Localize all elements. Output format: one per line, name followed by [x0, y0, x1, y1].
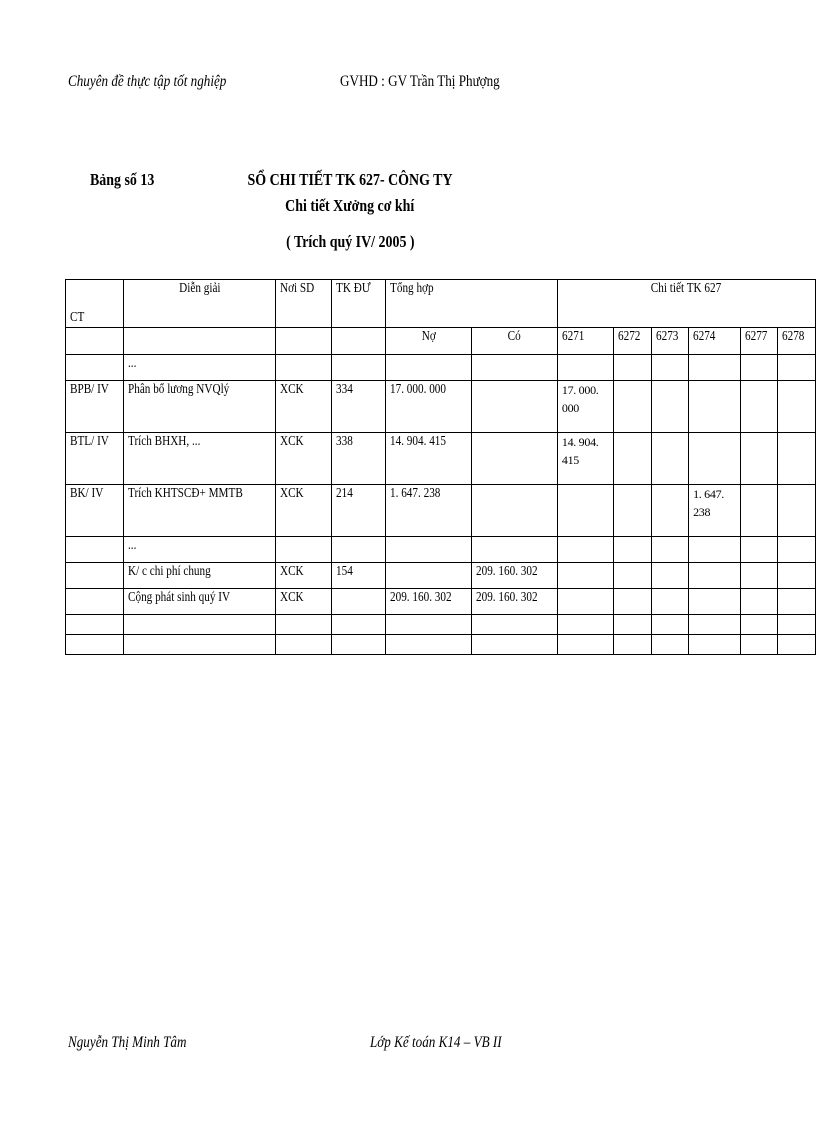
header-account: TK ĐƯ: [332, 280, 385, 328]
cell-6273: [652, 381, 689, 433]
cell-6278: [777, 563, 815, 589]
cell-ct: BPB/ IV: [66, 381, 124, 433]
cell-6278: [777, 589, 815, 615]
table-row: [66, 563, 816, 589]
cell-credit: [471, 433, 557, 485]
cell-description: Cộng phát sinh quý IV: [123, 589, 276, 615]
header-row-1: [66, 280, 816, 328]
cell-description: K/ c chi phí chung: [123, 563, 276, 589]
cell-description: [123, 635, 276, 655]
cell-6278: [777, 635, 815, 655]
cell-ct: [66, 355, 124, 381]
header-ct: CT: [66, 280, 124, 328]
cell-6271: [557, 635, 613, 655]
cell-credit: [471, 355, 557, 381]
cell-6273: [652, 433, 689, 485]
cell-credit: 209. 160. 302: [471, 563, 557, 589]
cell-6272: [614, 537, 652, 563]
cell-6273: [652, 589, 689, 615]
cell-6274: [689, 589, 740, 615]
cell-place: [276, 635, 332, 655]
cell-place: XCK: [276, 589, 332, 615]
cell-debit: [385, 355, 471, 381]
header-debit: Nợ: [385, 328, 471, 355]
header-place: Nơi SD: [276, 280, 332, 328]
cell-debit: [385, 635, 471, 655]
cell-description: Trích KHTSCĐ+ MMTB: [123, 485, 276, 537]
cell-description: ...: [123, 537, 276, 563]
cell-6278: [777, 381, 815, 433]
cell-6271: [557, 563, 613, 589]
cell-6272: [614, 355, 652, 381]
cell-debit: 14. 904. 415: [385, 433, 471, 485]
cell-account: 334: [332, 381, 385, 433]
cell-6274: [689, 615, 740, 635]
cell-ct: [66, 589, 124, 615]
cell-credit: [471, 635, 557, 655]
table-row: [66, 381, 816, 433]
cell-6272: [614, 433, 652, 485]
cell-credit: [471, 615, 557, 635]
table-row: [66, 635, 816, 655]
header-sub-6272: 6272: [614, 328, 652, 355]
cell-6274: [689, 635, 740, 655]
cell-credit: [471, 537, 557, 563]
cell-credit: 209. 160. 302: [471, 589, 557, 615]
header-credit: Có: [471, 328, 557, 355]
table-row: [66, 589, 816, 615]
header-supervisor: GVHD : GV Trần Thị Phượng: [340, 73, 500, 90]
cell-place: XCK: [276, 433, 332, 485]
cell-account: [332, 635, 385, 655]
document-title: SỔ CHI TIẾT TK 627- CÔNG TY: [247, 170, 453, 189]
cell-6278: [777, 433, 815, 485]
header-sub-6277: 6277: [740, 328, 777, 355]
cell-6272: [614, 615, 652, 635]
cell-ct: [66, 635, 124, 655]
cell-debit: [385, 563, 471, 589]
cell-6271: [557, 615, 613, 635]
cell-6274: [689, 433, 740, 485]
cell-place: XCK: [276, 485, 332, 537]
cell-description: Phân bổ lương NVQlý: [123, 381, 276, 433]
document-subtitle: Chi tiết Xưởng cơ khí: [285, 196, 415, 215]
cell-6277: [740, 355, 777, 381]
cell-6278: [777, 355, 815, 381]
cell-credit: [471, 485, 557, 537]
table-row: [66, 485, 816, 537]
cell-6277: [740, 381, 777, 433]
table-row: [66, 537, 816, 563]
cell-debit: 209. 160. 302: [385, 589, 471, 615]
header-sub-6273: 6273: [652, 328, 689, 355]
cell-place: [276, 615, 332, 635]
cell-6271: [557, 537, 613, 563]
cell-6272: [614, 563, 652, 589]
cell-6277: [740, 433, 777, 485]
cell-6273: [652, 615, 689, 635]
cell-6274: [689, 381, 740, 433]
header-detail: Chi tiết TK 627: [557, 280, 815, 328]
document-period: ( Trích quý IV/ 2005 ): [285, 232, 415, 251]
cell-account: 338: [332, 433, 385, 485]
cell-6278: [777, 615, 815, 635]
cell-account: [332, 355, 385, 381]
header-sub-6274: 6274: [689, 328, 740, 355]
cell-description: ...: [123, 355, 276, 381]
cell-ct: BK/ IV: [66, 485, 124, 537]
table-row: [66, 433, 816, 485]
cell-place: [276, 537, 332, 563]
cell-ct: [66, 537, 124, 563]
cell-account: 214: [332, 485, 385, 537]
footer-class: Lớp Kế toán K14 – VB II: [370, 1034, 502, 1051]
cell-debit: [385, 537, 471, 563]
cell-6274: [689, 537, 740, 563]
cell-6272: [614, 381, 652, 433]
table-number: Bảng số 13: [90, 170, 155, 189]
cell-6274: [689, 563, 740, 589]
cell-6271: 14. 904. 415: [557, 433, 613, 485]
cell-account: [332, 589, 385, 615]
cell-ct: [66, 615, 124, 635]
cell-ct: BTL/ IV: [66, 433, 124, 485]
header-topic: Chuyên đề thực tập tốt nghiệp: [68, 73, 227, 90]
cell-6274: 1. 647. 238: [689, 485, 740, 537]
cell-place: [276, 355, 332, 381]
cell-credit: [471, 381, 557, 433]
cell-place: XCK: [276, 381, 332, 433]
cell-6277: [740, 537, 777, 563]
footer-author: Nguyễn Thị Minh Tâm: [68, 1034, 187, 1051]
cell-ct: [66, 563, 124, 589]
cell-6271: [557, 485, 613, 537]
cell-account: [332, 615, 385, 635]
cell-6277: [740, 635, 777, 655]
cell-6277: [740, 563, 777, 589]
cell-6271: [557, 589, 613, 615]
cell-6272: [614, 485, 652, 537]
cell-6274: [689, 355, 740, 381]
cell-6278: [777, 537, 815, 563]
cell-6277: [740, 589, 777, 615]
cell-description: [123, 615, 276, 635]
cell-6271: [557, 355, 613, 381]
header-total: Tổng hợp: [385, 280, 557, 328]
cell-account: 154: [332, 563, 385, 589]
cell-debit: 1. 647. 238: [385, 485, 471, 537]
cell-6273: [652, 563, 689, 589]
cell-place: XCK: [276, 563, 332, 589]
header-row-2: [66, 328, 816, 355]
cell-debit: [385, 615, 471, 635]
cell-6273: [652, 537, 689, 563]
header-description: Diễn giải: [123, 280, 276, 328]
cell-6272: [614, 635, 652, 655]
cell-6277: [740, 615, 777, 635]
cell-6273: [652, 635, 689, 655]
cell-6278: [777, 485, 815, 537]
cell-6273: [652, 355, 689, 381]
header-sub-6271: 6271: [557, 328, 613, 355]
cell-debit: 17. 000. 000: [385, 381, 471, 433]
table-row: [66, 355, 816, 381]
cell-6277: [740, 485, 777, 537]
table-row: [66, 615, 816, 635]
cell-6273: [652, 485, 689, 537]
ledger-table: [65, 279, 816, 655]
cell-6271: 17. 000. 000: [557, 381, 613, 433]
header-sub-6278: 6278: [777, 328, 815, 355]
cell-description: Trích BHXH, ...: [123, 433, 276, 485]
cell-account: [332, 537, 385, 563]
cell-6272: [614, 589, 652, 615]
